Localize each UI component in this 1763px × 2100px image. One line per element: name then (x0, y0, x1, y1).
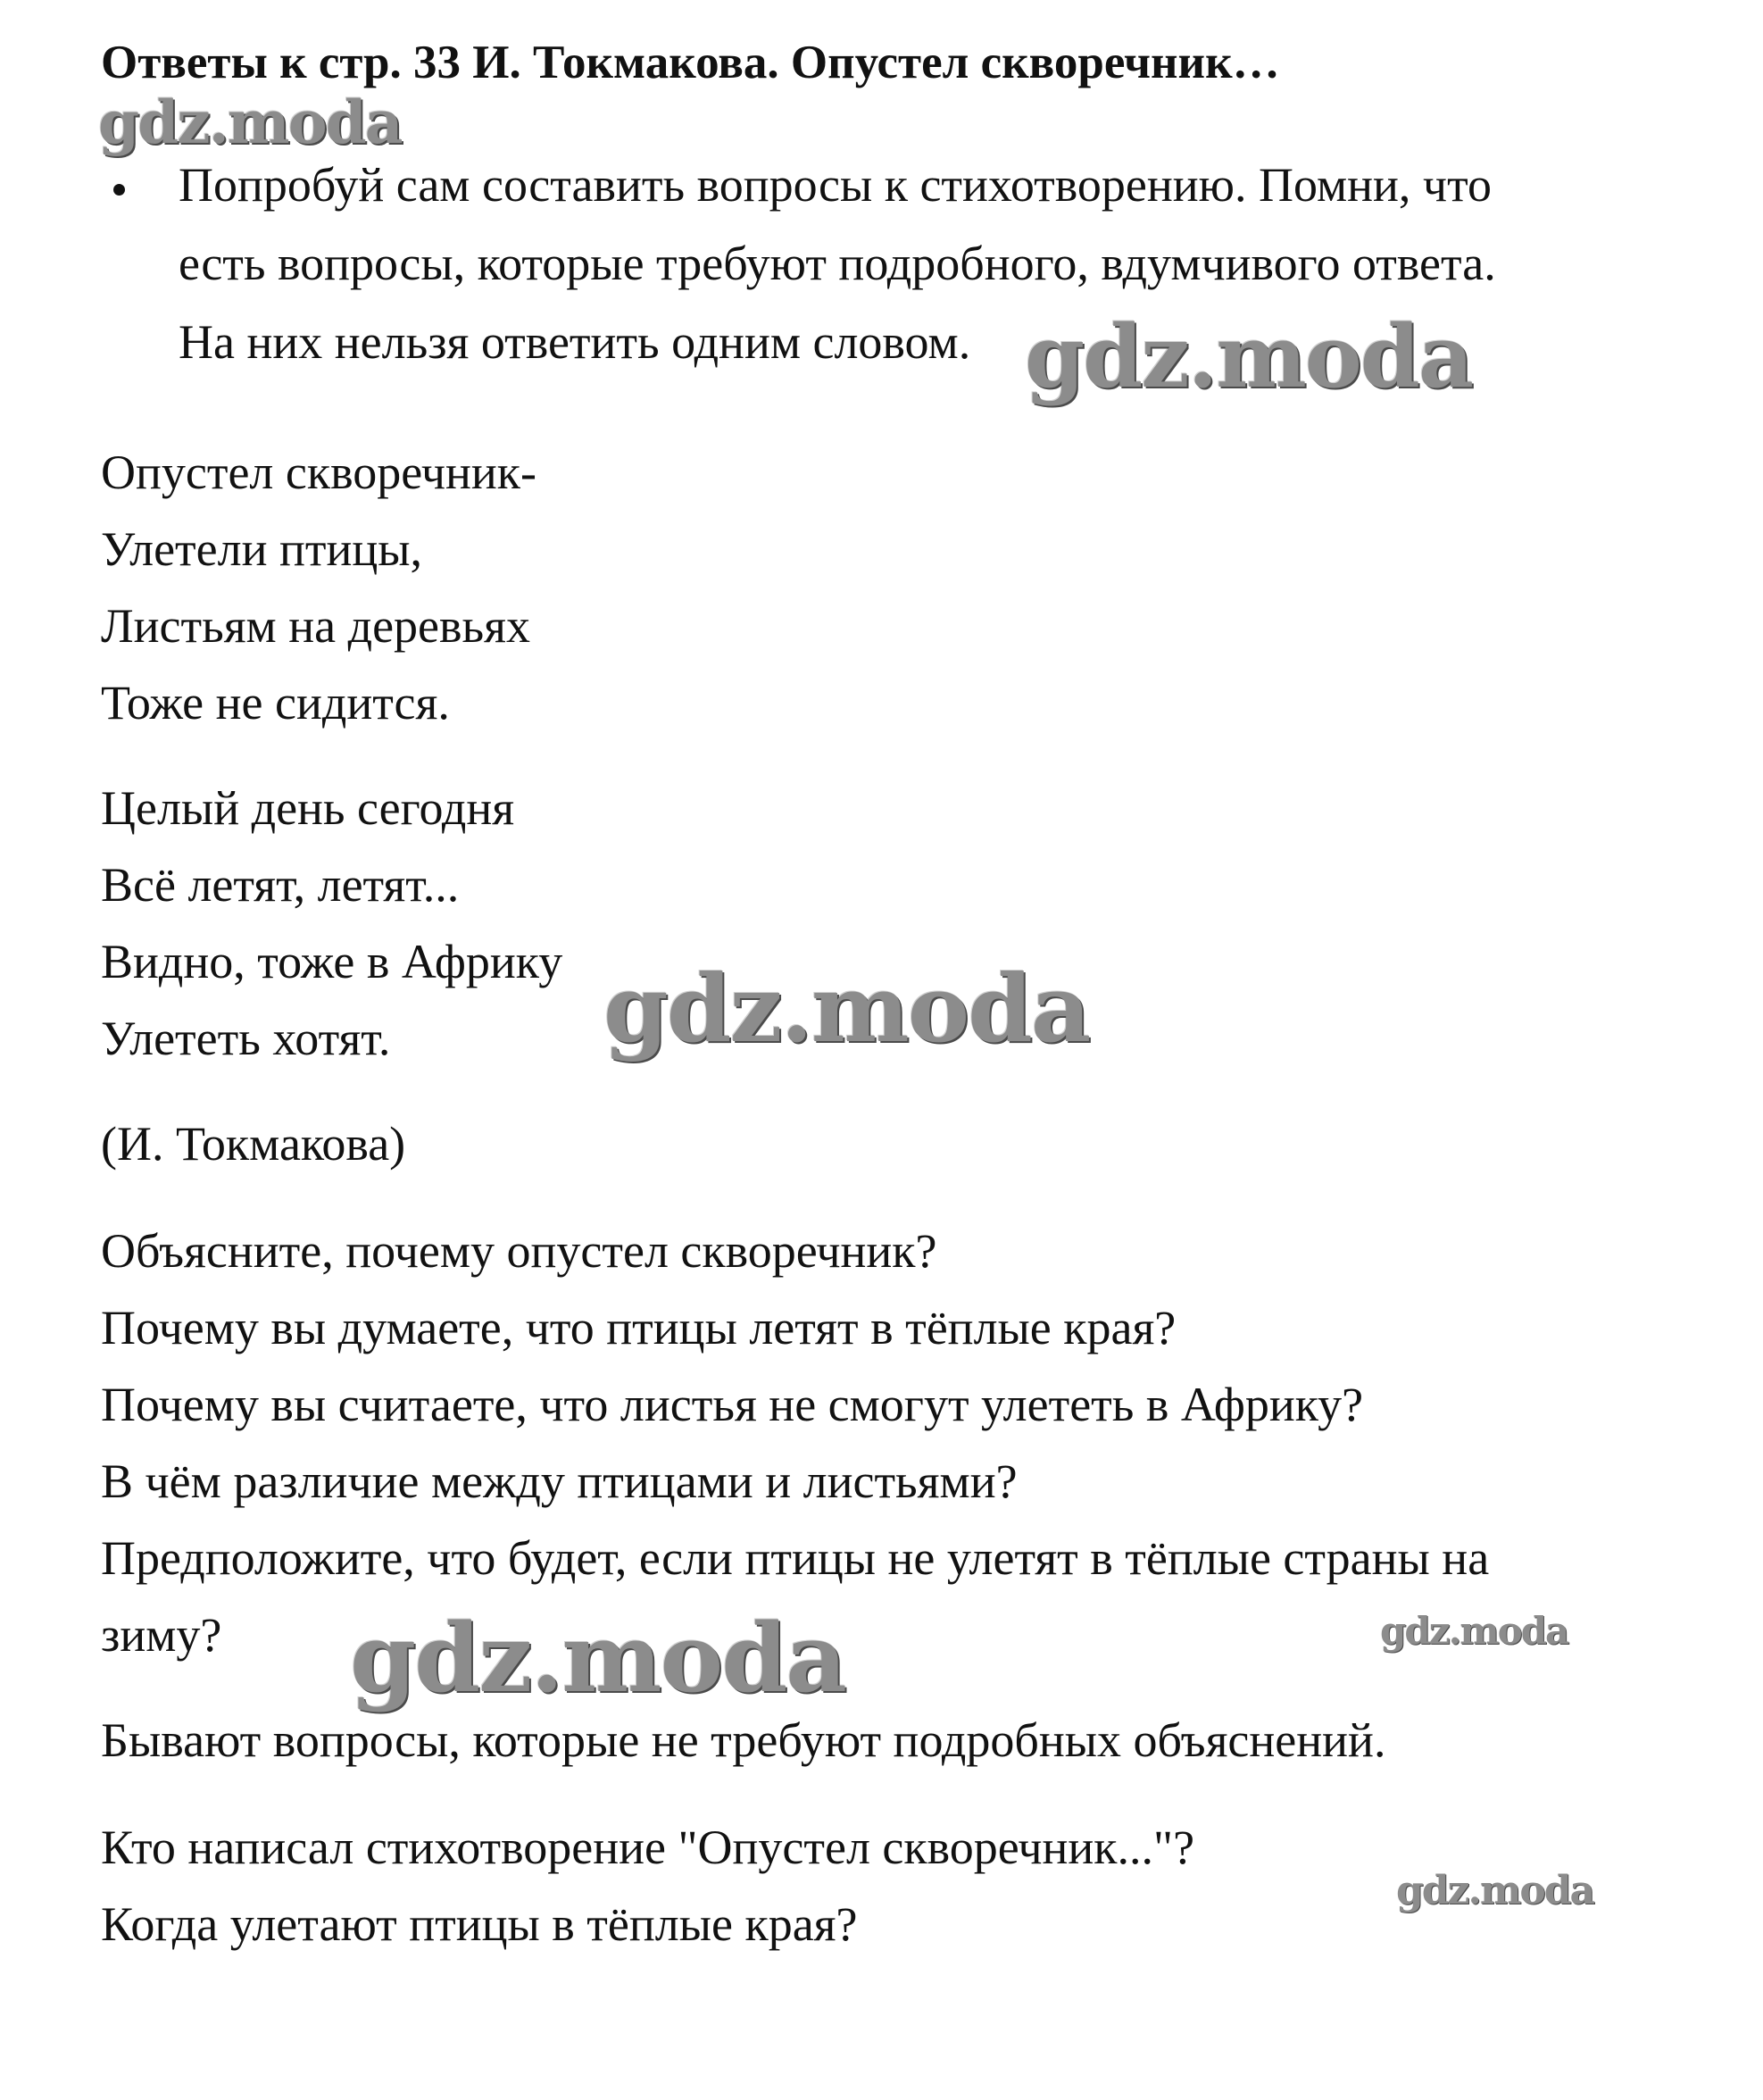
question-line: Когда улетают птицы в тёплые края? (101, 1897, 858, 1951)
question-line: Предположите, что будет, если птицы не улетят в тёплые страны на (101, 1531, 1490, 1585)
question-line: Почему вы думаете, что птицы летят в тёплые края? (101, 1301, 1177, 1354)
poem-line: Тоже не сидится. (101, 676, 450, 729)
poem-line: Улетели птицы, (101, 522, 423, 576)
watermark: gdz.moda (603, 954, 1090, 1063)
question-line: Почему вы считаете, что листья не смогут улететь в Африку? (101, 1378, 1364, 1431)
question-line: В чём различие между птицами и листьями? (101, 1454, 1018, 1508)
watermark: gdz.moda (1396, 1868, 1594, 1913)
watermark: gdz.moda (350, 1602, 845, 1713)
bullet-line: Попробуй сам составить вопросы к стихотворению. Помни, что (179, 158, 1492, 212)
poem-line: Опустел скворечник- (101, 446, 537, 499)
question-line: Объясните, почему опустел скворечник? (101, 1224, 937, 1278)
bullet-line: На них нельзя ответить одним словом. (179, 315, 971, 369)
watermark: gdz.moda (98, 88, 402, 157)
bullet-icon (113, 184, 125, 196)
poem-line: Всё летят, летят... (101, 858, 460, 912)
watermark: gdz.moda (1025, 306, 1473, 407)
poem-line: Видно, тоже в Африку (101, 935, 563, 988)
bullet-line: есть вопросы, которые требуют подробного, вдумчивого ответа. (179, 237, 1496, 290)
question-line: зиму? (101, 1608, 222, 1662)
page-title: Ответы к стр. 33 И. Токмакова. Опустел скворечник… (101, 37, 1280, 88)
short-questions-intro: Бывают вопросы, которые не требуют подробных объяснений. (101, 1713, 1386, 1767)
watermark: gdz.moda (1380, 1609, 1568, 1653)
poem-line: Листьям на деревьях (101, 599, 530, 653)
poem-author: (И. Токмакова) (101, 1117, 406, 1171)
poem-line: Целый день сегодня (101, 781, 515, 835)
poem-line: Улететь хотят. (101, 1012, 391, 1065)
question-line: Кто написал стихотворение "Опустел скворечник..."? (101, 1821, 1195, 1874)
